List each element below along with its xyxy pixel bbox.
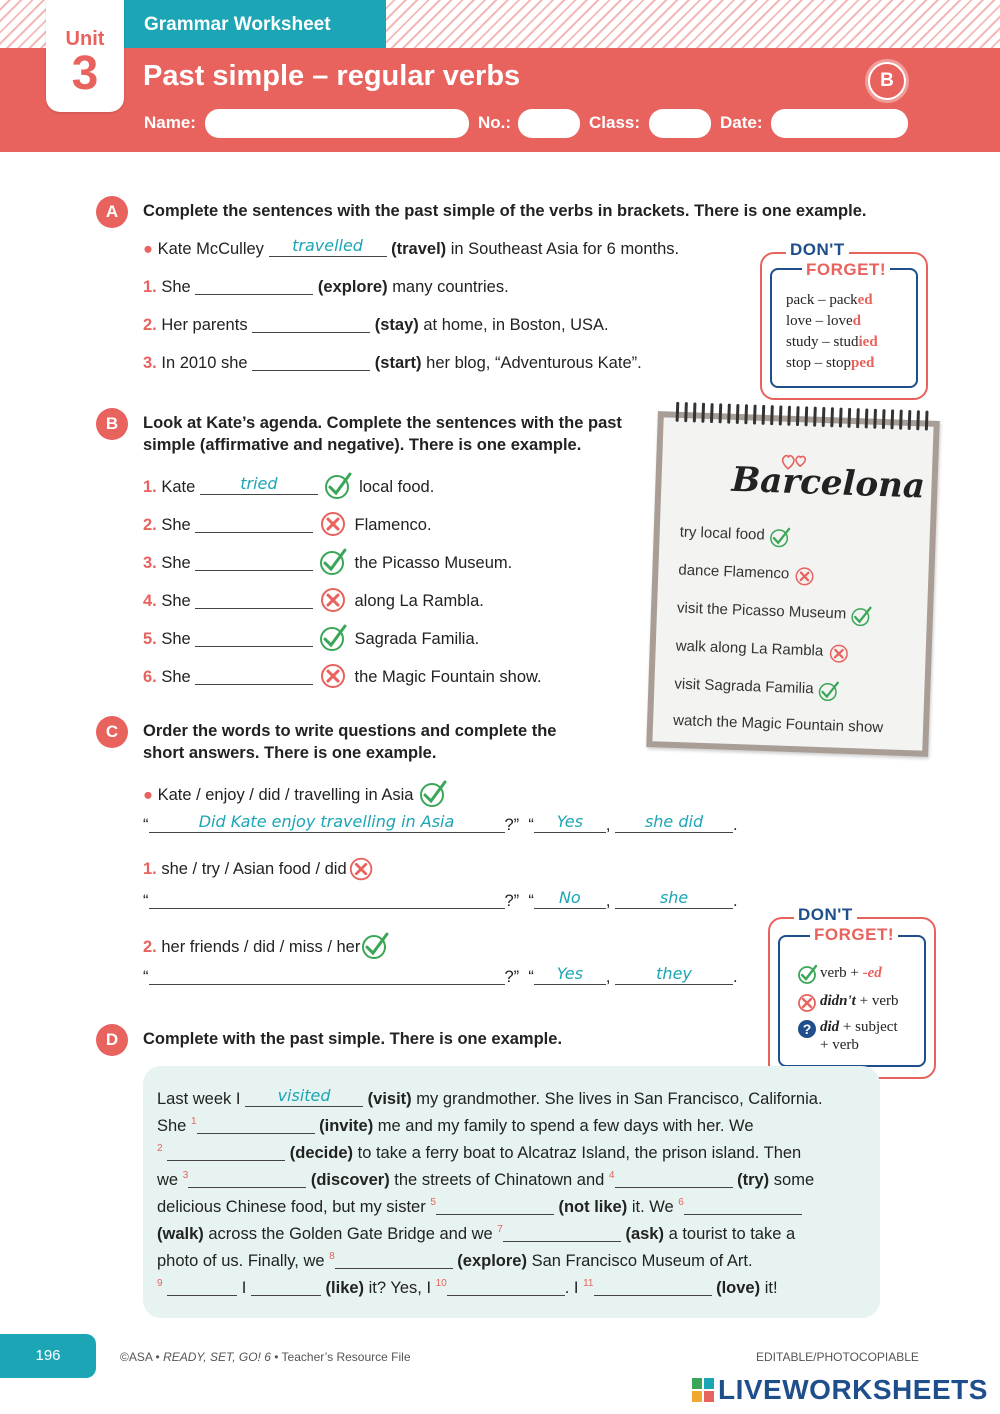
class-label: Class: <box>589 113 641 132</box>
page-number: 196 <box>0 1334 96 1378</box>
level-badge: B <box>868 62 906 100</box>
unit-number: 3 <box>71 47 99 100</box>
worksheet-label: Grammar Worksheet <box>124 0 386 48</box>
section-b-item-3: 3. She the Picasso Museum. <box>143 546 512 581</box>
agenda-item-3: visit the Picasso Museum <box>677 598 875 631</box>
check-icon <box>817 679 842 706</box>
cross-icon <box>318 660 350 695</box>
spiral-binding-icon <box>671 400 932 435</box>
section-c-instruction-2: short answers. There is one example. <box>143 744 437 762</box>
editable-label: EDITABLE/PHOTOCOPIABLE <box>756 1350 919 1364</box>
story-line-2: She $^1$ (invite) me and my family to spend a few days with her. We <box>157 1116 754 1135</box>
agenda-item-4: walk along La Rambla <box>675 636 852 669</box>
agenda-item-2: dance Flamenco <box>678 560 818 591</box>
dont-forget-title-1: DON'T <box>794 905 857 925</box>
cross-icon <box>796 991 820 1018</box>
cross-icon <box>827 641 852 668</box>
section-b-item-2: 2. She Flamenco. <box>143 508 432 543</box>
no-label: No.: <box>478 113 512 132</box>
question-icon <box>796 1017 820 1044</box>
section-c-badge: C <box>96 716 128 748</box>
section-a-instruction: Complete the sentences with the past simple of the verbs in brackets. There is one example. <box>143 202 867 220</box>
class-input[interactable] <box>649 109 711 138</box>
answer-blank-3[interactable] <box>188 1169 306 1188</box>
answer-blank-8[interactable] <box>335 1250 453 1269</box>
agenda-title: Barcelona <box>730 459 926 507</box>
bullet-icon: ● <box>143 240 153 258</box>
section-c-item-2-answer: “ ?” “ Yes , they . <box>143 964 738 986</box>
answer-blank[interactable]: travelled <box>269 238 387 257</box>
bullet-icon: ● <box>143 786 153 804</box>
rule-love: love – loved <box>786 313 861 329</box>
answer-blank-4[interactable] <box>615 1169 733 1188</box>
section-b-instruction-1: Look at Kate’s agenda. Complete the sentences with the past <box>143 414 622 432</box>
answer-blank[interactable]: tried <box>200 476 318 495</box>
question-blank[interactable] <box>149 890 505 909</box>
rule-affirmative: verb + -ed <box>796 963 882 990</box>
story-line-4: we $^3$ (discover) the streets of Chinatown and $^4$ (try) some <box>157 1170 815 1189</box>
dont-forget-title-2: FORGET! <box>802 260 890 280</box>
check-icon <box>418 778 450 813</box>
short-answer-blank-1[interactable]: No <box>534 890 606 909</box>
unit-label: Unit <box>65 28 105 50</box>
story-line-6: (walk) across the Golden Gate Bridge and we $^7$ (ask) a tourist to take a <box>157 1224 796 1243</box>
dont-forget-title-1: DON'T <box>786 240 849 260</box>
section-a-item-3: 3. In 2010 she (start) her blog, “Adventurous Kate”. <box>143 354 642 372</box>
question-blank[interactable] <box>149 966 505 985</box>
section-b-item-6: 6. She the Magic Fountain show. <box>143 660 542 695</box>
answer-blank-9b[interactable] <box>251 1277 321 1296</box>
story-line-7: photo of us. Finally, we $^8$ (explore) San Francisco Museum of Art. <box>157 1251 753 1270</box>
section-c-item-2-words: 2. her friends / did / miss / her <box>143 930 392 965</box>
section-d-instruction: Complete with the past simple. There is one example. <box>143 1030 563 1048</box>
hearts-icon <box>780 451 811 472</box>
answer-blank[interactable]: visited <box>245 1088 363 1107</box>
answer-blank-11[interactable] <box>594 1277 712 1296</box>
svg-text:?: ? <box>802 1021 812 1037</box>
answer-blank-1[interactable] <box>197 1115 315 1134</box>
dont-forget-box-spelling <box>760 240 928 400</box>
short-answer-blank-1[interactable]: Yes <box>534 814 606 833</box>
dont-forget-box-rules <box>768 905 936 1079</box>
check-icon <box>850 604 875 631</box>
check-icon <box>318 546 350 581</box>
answer-blank[interactable] <box>195 276 313 295</box>
number-input[interactable] <box>518 109 580 138</box>
copyright: ©ASA • READY, SET, GO! 6 • Teacher’s Resource File <box>120 1350 411 1364</box>
section-c-item-1-answer: “ ?” “ No , she . <box>143 888 738 910</box>
answer-blank[interactable] <box>195 552 313 571</box>
answer-blank-6[interactable] <box>684 1196 802 1215</box>
answer-blank[interactable] <box>195 590 313 609</box>
cross-icon <box>347 854 377 887</box>
short-answer-blank-1[interactable]: Yes <box>534 966 606 985</box>
section-a-item-2: 2. Her parents (stay) at home, in Boston, USA. <box>143 316 609 334</box>
section-d-badge: D <box>96 1024 128 1056</box>
liveworksheets-brand: LIVEWORKSHEETS <box>718 1374 988 1405</box>
answer-blank-9[interactable] <box>167 1277 237 1296</box>
section-a-item-1: 1. She (explore) many countries. <box>143 278 509 296</box>
answer-blank-5[interactable] <box>436 1196 554 1215</box>
section-b-item-5: 5. She Sagrada Familia. <box>143 622 479 657</box>
check-icon <box>323 470 355 505</box>
answer-blank[interactable] <box>252 314 370 333</box>
check-icon <box>796 963 820 990</box>
cross-icon <box>318 508 350 543</box>
rule-question: ? did + subject <box>796 1017 898 1044</box>
section-b-item-4: 4. She along La Rambla. <box>143 584 484 619</box>
story-line-1: Last week I visited (visit) my grandmother. She lives in San Francisco, California. <box>157 1086 823 1108</box>
page-title: Past simple – regular verbs <box>143 60 521 92</box>
answer-blank[interactable] <box>195 514 313 533</box>
story-line-3: $^2$ (decide) to take a ferry boat to Alcatraz Island, the prison island. Then <box>157 1143 802 1162</box>
section-c-instruction-1: Order the words to write questions and complete the <box>143 722 557 740</box>
check-icon <box>768 525 793 552</box>
name-label: Name: <box>144 113 196 132</box>
answer-blank[interactable] <box>252 352 370 371</box>
agenda-item-5: visit Sagrada Familia <box>674 674 842 706</box>
check-icon <box>360 930 392 965</box>
cross-icon <box>793 564 818 591</box>
rule-study: study – studied <box>786 334 878 350</box>
section-c-example-answer: “ Did Kate enjoy travelling in Asia ?” “ Yes , she did . <box>143 812 738 834</box>
date-label: Date: <box>720 113 763 132</box>
rule-pack: pack – packed <box>786 292 873 308</box>
section-b-item-1: 1. Kate tried local food. <box>143 470 434 505</box>
short-answer-blank-2[interactable]: she <box>615 890 733 909</box>
section-c-example-words: ● Kate / enjoy / did / travelling in Asia <box>143 778 450 813</box>
section-b-instruction-2: simple (affirmative and negative). There is one example. <box>143 436 582 454</box>
agenda-item-6: watch the Magic Fountain show <box>672 711 884 737</box>
section-b-badge: B <box>96 408 128 440</box>
kate-agenda <box>646 411 940 757</box>
section-c-item-1-words: 1. she / try / Asian food / did <box>143 854 377 887</box>
dont-forget-title-2: FORGET! <box>810 925 898 945</box>
story-line-8: $^9$ I (like) it? Yes, I $^{10}$ . I $^{11}$ (love) it! <box>157 1278 778 1297</box>
cross-icon <box>318 584 350 619</box>
short-answer-blank-2[interactable]: she did <box>615 814 733 833</box>
liveworksheets-logo-icon <box>692 1378 714 1407</box>
answer-blank-10[interactable] <box>447 1277 565 1296</box>
answer-blank-2[interactable] <box>167 1142 285 1161</box>
check-icon <box>318 622 350 657</box>
rule-negative: didn't + verb <box>796 991 898 1018</box>
rule-stop: stop – stopped <box>786 355 875 371</box>
answer-blank-7[interactable] <box>503 1223 621 1242</box>
answer-blank[interactable] <box>195 666 313 685</box>
name-input[interactable] <box>205 109 469 138</box>
short-answer-blank-2[interactable]: they <box>615 966 733 985</box>
story-line-5: delicious Chinese food, but my sister $^5$ (not like) it. We $^6$ <box>157 1196 802 1217</box>
question-blank[interactable]: Did Kate enjoy travelling in Asia <box>149 814 505 833</box>
unit-box <box>46 0 124 112</box>
agenda-item-1: try local food <box>679 522 793 552</box>
rule-question-2: + verb <box>820 1037 859 1053</box>
section-a-example: ● Kate McCulley travelled (travel) in Southeast Asia for 6 months. <box>143 236 680 258</box>
answer-blank[interactable] <box>195 628 313 647</box>
date-input[interactable] <box>771 109 908 138</box>
section-a-badge: A <box>96 196 128 228</box>
